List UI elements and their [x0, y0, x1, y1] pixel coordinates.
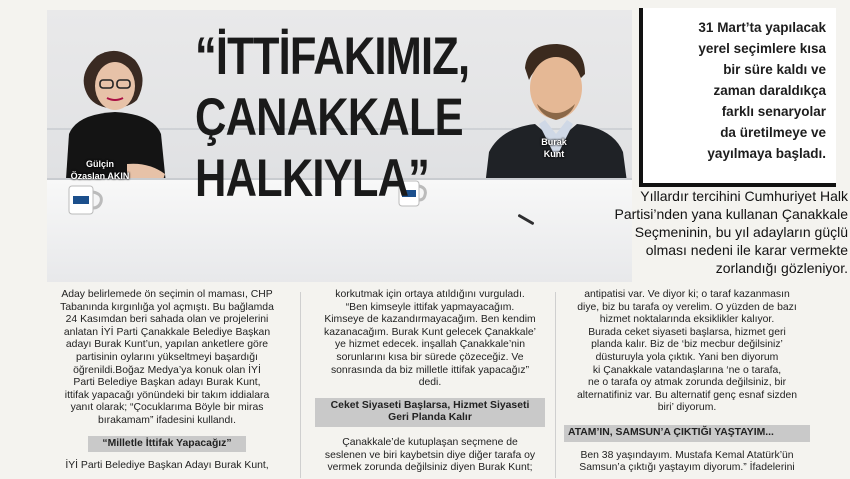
name-label-left-second: Özaslan AKIN — [70, 171, 130, 181]
column-line: öğrenildi.Boğaz Medya’ya konuk olan İYİ — [73, 364, 261, 376]
column-line: kazanacağım. Burak Kunt gelecek Çanakkale’ — [324, 326, 536, 338]
column-line: korkutmak için ortaya atıldığını vurguladı. — [335, 289, 525, 300]
headline-line-1: “İTTİFAKIMIZ, — [195, 27, 470, 86]
column-line: diye, biz bu tarafa oy verelim. O yüzden de bazı — [577, 301, 797, 313]
subheading-line: olması nedeni ile karar vermekte — [645, 242, 848, 258]
column-line: antipatisi var. Ve diyor ki; o taraf kazanmasın — [584, 289, 790, 300]
section-subhead-line: Ceket Siyaseti Başlarsa, Hizmet Siyaseti — [330, 399, 530, 411]
subheading-line: Partisi’nden yana kullanan Çanakkale — [614, 206, 848, 222]
sidebar-line: bir süre kaldı ve — [723, 62, 826, 77]
sidebar-line: yerel seçimlere kısa — [698, 41, 826, 56]
column-line: ki Çanakkale vatandaşlarına ‘ne o tarafa, — [592, 364, 782, 376]
column-line: Tabanında kırgınlığa yol açmıştı. Bu bağlamda — [60, 301, 274, 313]
column-line: Samsun’a çıktığı yaştayım diyorum.” İfadelerini — [579, 462, 795, 474]
sidebar-line: zaman daraldıkça — [713, 83, 826, 98]
sidebar-line: yayılmaya başladı. — [707, 146, 826, 161]
column-line: ye hizmet edecek. inşallah Çanakkale’nin — [334, 339, 526, 351]
column-line: Kimseye de kazandırmayacağım. Ben kendim — [324, 314, 536, 326]
sidebar-line: 31 Mart’ta yapılacak — [698, 20, 826, 35]
column-line: dedi. — [418, 377, 442, 389]
column-divider — [300, 292, 301, 478]
column-divider — [555, 292, 556, 478]
subheading-line: Yıllardır tercihini Cumhuriyet Halk — [640, 188, 848, 204]
column-line: Çanakkale’de kutuplaşan seçmene de — [342, 436, 518, 448]
article-column-3 — [562, 289, 812, 475]
column-line: yanıt olarak; “Çocuklarıma Böyle bir miras — [70, 402, 264, 414]
headline-line-2: ÇANAKKALE — [195, 88, 463, 147]
section-subhead: ATAM’IN, SAMSUN’A ÇIKTIĞI YAŞTAYIM... — [564, 425, 810, 442]
column-line: hizmet noktalarında eksiklikler kalıyor. — [599, 314, 775, 326]
column-line: biri’ diyorum. — [657, 402, 717, 414]
name-label-left — [50, 158, 150, 182]
subheading-line: zorlandığı gözleniyor. — [715, 260, 848, 276]
column-line: Burada ceket siyaseti başlarsa, hizmet geri — [588, 326, 786, 338]
name-label-left-first: Gülçin — [85, 159, 114, 169]
column-line: Parti Belediye Başkan adayı Burak Kunt, — [73, 377, 261, 389]
article-column-2 — [312, 289, 548, 475]
column-line: adayı Burak Kunt’un, yapılan anketlere göre — [65, 339, 269, 351]
column-line: 24 Kasımdan beri sahada olan ve projelerini — [65, 314, 269, 326]
sidebar-line: da üretilmeye ve — [720, 125, 826, 140]
column-line: Aday belirlemede ön seçimin ol maması, CHP — [61, 289, 273, 300]
name-label-right-first: Burak — [541, 137, 567, 147]
section-subhead-line: Geri Planda Kalır — [388, 412, 472, 424]
headline-line-3: HALKIYLA” — [195, 149, 430, 208]
name-label-right — [524, 136, 584, 160]
column-line: Ben 38 yaşındayım. Mustafa Kemal Atatürk’ün — [580, 449, 794, 461]
mug-icon — [67, 182, 103, 216]
column-line: partisinin oylarını yükseltmeyi başardığı — [76, 351, 258, 363]
column-line: planda kalır. Biz de ‘biz mecbur değilsiniz’ — [591, 339, 783, 351]
column-line: ittifak yapacağı yönündeki bir takım iddialara — [64, 389, 270, 401]
subheading-line: Seçmeninin, bu yıl adayların güçlü — [634, 224, 848, 240]
column-line: düsturuyla yola çıktık. Yani ben diyorum — [595, 351, 779, 363]
column-line: bırakamam” ifadesini kullandı. — [97, 414, 237, 426]
column-line: alternatifiniz var. Bu alternatif genç esnaf sizden — [576, 389, 798, 401]
interview-photo — [47, 10, 632, 282]
headline-quote — [195, 26, 470, 209]
article-column-1 — [47, 289, 287, 473]
sidebar-summary-text — [641, 17, 826, 164]
section-subhead — [315, 398, 545, 427]
column-line: ne o tarafa oy atmak zorunda değilsiniz, bir — [587, 377, 787, 389]
column-line: seslenen ve biri kaybetsin diye diğer tarafa oy — [324, 449, 536, 461]
column-line: vermek zorunda değilsiniz diyen Burak Kunt; — [327, 462, 533, 474]
column-line: İYİ Parti Belediye Başkan Adayı Burak Kunt, — [65, 460, 269, 472]
sidebar-summary-box — [639, 8, 836, 187]
column-line: sonrasında da biz milletle ittifak yapacağız” — [330, 364, 530, 376]
section-subhead: “Milletle İttifak Yapacağız” — [88, 436, 246, 453]
column-line: “Ben kimseyle ittifak yapmayacağım. — [345, 301, 515, 313]
name-label-right-second: Kunt — [543, 149, 565, 159]
sidebar-line: farklı senaryolar — [721, 104, 826, 119]
column-line: sorunlarını kısa bir sürede çözeceğiz. Ve — [336, 351, 524, 363]
subheading-text — [548, 187, 848, 277]
column-line: anlatan İYİ Parti Çanakkale Belediye Başkan — [63, 326, 271, 338]
